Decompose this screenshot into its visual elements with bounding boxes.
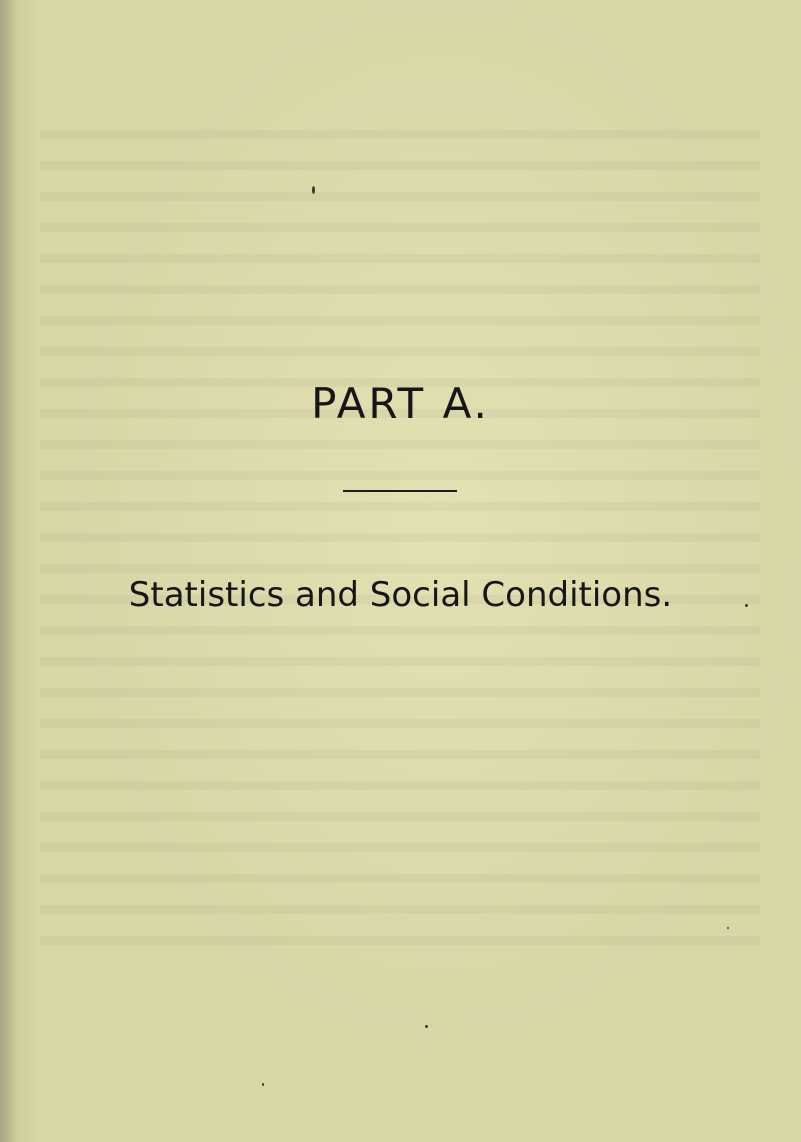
paper-speck (745, 604, 748, 607)
part-heading: PART A. (311, 379, 490, 428)
paper-speck (425, 1025, 428, 1028)
heading-divider (343, 490, 457, 492)
paper-speck (727, 927, 729, 929)
paper-speck (312, 186, 315, 194)
page-edge-shadow (0, 0, 18, 1142)
section-title: Statistics and Social Conditions. (128, 575, 673, 615)
paper-speck (262, 1083, 264, 1086)
bleed-through-texture (40, 130, 760, 950)
